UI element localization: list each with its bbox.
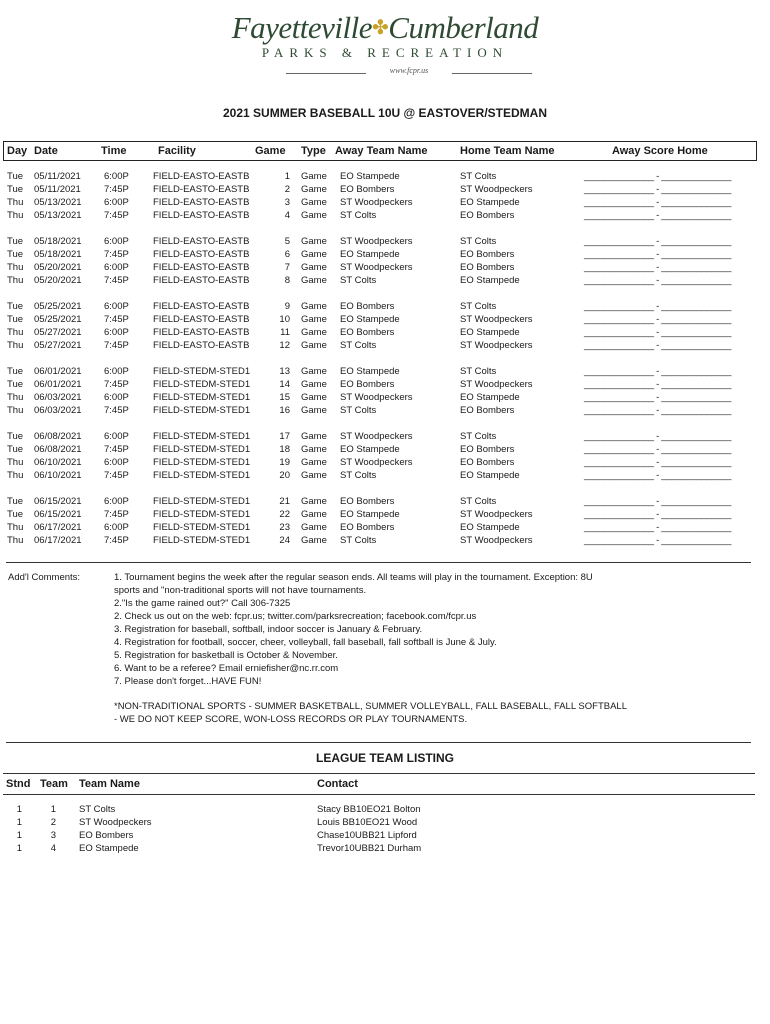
cell-type: Game: [301, 392, 327, 403]
cell-type: Game: [301, 535, 327, 546]
col-date: Date: [34, 145, 58, 157]
cell-type: Game: [301, 262, 327, 273]
cell-team-name: ST Woodpeckers: [79, 817, 152, 828]
cell-type: Game: [301, 340, 327, 351]
cell-facility: FIELD-STEDM-STED1: [153, 470, 251, 481]
cell-day: Tue: [7, 431, 24, 442]
cell-team: 1: [50, 804, 56, 815]
cell-facility: FIELD-EASTO-EASTB: [153, 171, 250, 182]
cell-type: Game: [301, 496, 327, 507]
cell-facility: FIELD-EASTO-EASTB: [153, 340, 250, 351]
col-day: Day: [7, 145, 28, 157]
cell-team-name: EO Stampede: [79, 843, 139, 854]
cell-day: Tue: [7, 301, 24, 312]
score-entry-blank: ______________ - ______________: [584, 405, 732, 416]
cell-facility: FIELD-STEDM-STED1: [153, 392, 251, 403]
cell-type: Game: [301, 405, 327, 416]
col-team: Team: [40, 778, 68, 790]
cell-contact: Chase10UBB21 Lipford: [317, 830, 417, 841]
cell-home-team: EO Bombers: [460, 249, 515, 260]
cell-away-team: EO Stampede: [340, 249, 400, 260]
table-row: [0, 301, 770, 314]
col-score: Away Score Home: [612, 145, 708, 157]
cell-type: Game: [301, 275, 327, 286]
col-game: Game: [255, 145, 286, 157]
cell-date: 06/08/2021: [34, 444, 82, 455]
cell-date: 05/20/2021: [34, 262, 82, 273]
cell-day: Thu: [7, 522, 24, 533]
cell-home-team: ST Colts: [460, 236, 497, 247]
cell-facility: FIELD-EASTO-EASTB: [153, 236, 250, 247]
cell-home-team: ST Woodpeckers: [460, 509, 533, 520]
divider: [3, 773, 755, 774]
divider: [6, 742, 751, 743]
cell-home-team: EO Stampede: [460, 275, 520, 286]
table-row: [0, 275, 770, 288]
score-entry-blank: ______________ - ______________: [584, 470, 732, 481]
cell-home-team: EO Bombers: [460, 405, 515, 416]
cell-time: 6:00P: [104, 236, 129, 247]
logo-divider-left: [286, 73, 366, 74]
cell-home-team: ST Woodpeckers: [460, 184, 533, 195]
cell-day: Thu: [7, 262, 24, 273]
comment-line: sports and "non-traditional sports will not have tournaments.: [114, 585, 367, 596]
cell-home-team: ST Woodpeckers: [460, 379, 533, 390]
cell-away-team: EO Stampede: [340, 366, 400, 377]
comment-line: 3. Registration for baseball, softball, indoor soccer is January & February.: [114, 624, 423, 635]
table-row: [0, 817, 770, 830]
table-row: [0, 843, 770, 856]
cell-date: 05/18/2021: [34, 249, 82, 260]
cell-date: 05/27/2021: [34, 340, 82, 351]
table-row: [0, 327, 770, 340]
cell-game: 8: [284, 275, 290, 286]
cell-day: Tue: [7, 379, 24, 390]
cell-away-team: EO Bombers: [340, 379, 395, 390]
table-row: [0, 470, 770, 483]
cell-date: 06/15/2021: [34, 509, 82, 520]
logo-subtitle: PARKS & RECREATION: [261, 45, 509, 60]
cell-type: Game: [301, 327, 327, 338]
cell-time: 7:45P: [104, 314, 129, 325]
cell-home-team: EO Stampede: [460, 197, 520, 208]
score-entry-blank: ______________ - ______________: [584, 496, 732, 507]
cell-type: Game: [301, 171, 327, 182]
cell-game: 15: [279, 392, 290, 403]
cell-type: Game: [301, 509, 327, 520]
cell-date: 06/03/2021: [34, 405, 82, 416]
cell-time: 6:00P: [104, 262, 129, 273]
cell-time: 7:45P: [104, 210, 129, 221]
cell-time: 7:45P: [104, 535, 129, 546]
score-entry-blank: ______________ - ______________: [584, 236, 732, 247]
table-row: [0, 405, 770, 418]
comment-note: *NON-TRADITIONAL SPORTS - SUMMER BASKETBALL, SUMMER VOLLEYBALL, FALL BASEBALL, FALL SOFTBALL: [114, 701, 627, 712]
score-entry-blank: ______________ - ______________: [584, 327, 732, 338]
table-row: [0, 366, 770, 379]
league-title: LEAGUE TEAM LISTING: [316, 751, 454, 765]
cell-date: 06/17/2021: [34, 535, 82, 546]
cell-home-team: EO Stampede: [460, 470, 520, 481]
cell-home-team: ST Colts: [460, 366, 497, 377]
cell-game: 14: [279, 379, 290, 390]
cell-type: Game: [301, 457, 327, 468]
cell-contact: Louis BB10EO21 Wood: [317, 817, 418, 828]
score-entry-blank: ______________ - ______________: [584, 392, 732, 403]
comment-line: 5. Registration for basketball is October & November.: [114, 650, 338, 661]
cell-away-team: EO Bombers: [340, 522, 395, 533]
cell-away-team: EO Bombers: [340, 496, 395, 507]
cell-away-team: EO Stampede: [340, 509, 400, 520]
cell-stnd: 1: [16, 843, 22, 854]
table-row: [0, 522, 770, 535]
cell-home-team: ST Colts: [460, 496, 497, 507]
score-entry-blank: ______________ - ______________: [584, 210, 732, 221]
cell-time: 7:45P: [104, 470, 129, 481]
cell-day: Tue: [7, 444, 24, 455]
cell-away-team: ST Woodpeckers: [340, 431, 413, 442]
cell-day: Thu: [7, 535, 24, 546]
cell-type: Game: [301, 366, 327, 377]
cell-game: 1: [284, 171, 290, 182]
cell-home-team: ST Woodpeckers: [460, 340, 533, 351]
col-team-name: Team Name: [79, 778, 140, 790]
cell-time: 6:00P: [104, 301, 129, 312]
cell-time: 7:45P: [104, 184, 129, 195]
cell-game: 5: [284, 236, 290, 247]
table-row: [0, 535, 770, 548]
cell-home-team: ST Colts: [460, 171, 497, 182]
cell-away-team: ST Colts: [340, 340, 377, 351]
cell-day: Thu: [7, 392, 24, 403]
cell-stnd: 1: [16, 804, 22, 815]
score-entry-blank: ______________ - ______________: [584, 275, 732, 286]
score-entry-blank: ______________ - ______________: [584, 457, 732, 468]
cell-home-team: EO Stampede: [460, 327, 520, 338]
cell-away-team: ST Colts: [340, 535, 377, 546]
cell-time: 6:00P: [104, 392, 129, 403]
table-row: [0, 509, 770, 522]
cell-facility: FIELD-EASTO-EASTB: [153, 184, 250, 195]
cell-day: Tue: [7, 171, 24, 182]
cell-away-team: EO Stampede: [340, 314, 400, 325]
cell-away-team: ST Colts: [340, 405, 377, 416]
cell-day: Tue: [7, 184, 24, 195]
table-row: [0, 431, 770, 444]
cell-time: 7:45P: [104, 340, 129, 351]
comments-label: Add'l Comments:: [8, 572, 81, 583]
cell-facility: FIELD-STEDM-STED1: [153, 431, 251, 442]
cell-away-team: ST Colts: [340, 275, 377, 286]
cell-time: 6:00P: [104, 197, 129, 208]
score-entry-blank: ______________ - ______________: [584, 184, 732, 195]
score-entry-blank: ______________ - ______________: [584, 197, 732, 208]
cell-day: Thu: [7, 405, 24, 416]
cell-away-team: EO Bombers: [340, 327, 395, 338]
cell-facility: FIELD-EASTO-EASTB: [153, 197, 250, 208]
table-row: [0, 457, 770, 470]
cell-home-team: EO Bombers: [460, 262, 515, 273]
cell-time: 7:45P: [104, 509, 129, 520]
score-entry-blank: ______________ - ______________: [584, 431, 732, 442]
cell-home-team: ST Colts: [460, 301, 497, 312]
table-row: [0, 379, 770, 392]
cell-day: Thu: [7, 470, 24, 481]
cell-time: 6:00P: [104, 431, 129, 442]
comment-line: 4. Registration for football, soccer, cheer, volleyball, fall baseball, fall softball is June & July.: [114, 637, 497, 648]
cell-facility: FIELD-EASTO-EASTB: [153, 249, 250, 260]
cell-facility: FIELD-STEDM-STED1: [153, 496, 251, 507]
cell-team-name: EO Bombers: [79, 830, 134, 841]
table-row: [0, 830, 770, 843]
cell-home-team: EO Bombers: [460, 457, 515, 468]
cell-type: Game: [301, 470, 327, 481]
cell-date: 05/11/2021: [34, 171, 81, 182]
cell-date: 06/01/2021: [34, 366, 82, 377]
table-row: [0, 804, 770, 817]
cell-type: Game: [301, 522, 327, 533]
cell-day: Tue: [7, 314, 24, 325]
cell-time: 6:00P: [104, 496, 129, 507]
cell-team: 2: [50, 817, 56, 828]
page-title: 2021 SUMMER BASEBALL 10U @ EASTOVER/STEDMAN: [223, 106, 547, 120]
score-entry-blank: ______________ - ______________: [584, 171, 732, 182]
cell-facility: FIELD-STEDM-STED1: [153, 535, 251, 546]
cell-day: Tue: [7, 249, 24, 260]
cell-date: 05/25/2021: [34, 301, 82, 312]
cell-game: 19: [279, 457, 290, 468]
cell-type: Game: [301, 444, 327, 455]
score-entry-blank: ______________ - ______________: [584, 249, 732, 260]
cell-date: 05/13/2021: [34, 210, 82, 221]
divider: [6, 562, 751, 563]
cell-facility: FIELD-EASTO-EASTB: [153, 210, 250, 221]
cell-time: 6:00P: [104, 457, 129, 468]
cell-home-team: EO Stampede: [460, 522, 520, 533]
cell-type: Game: [301, 431, 327, 442]
cell-game: 17: [279, 431, 290, 442]
comment-line: 2. Check us out on the web: fcpr.us; twitter.com/parksrecreation; facebook.com/fcpr.us: [114, 611, 477, 622]
cell-contact: Trevor10UBB21 Durham: [317, 843, 422, 854]
cell-facility: FIELD-STEDM-STED1: [153, 379, 251, 390]
logo-title-left: Fayetteville: [231, 10, 373, 45]
cell-facility: FIELD-EASTO-EASTB: [153, 314, 250, 325]
cell-game: 7: [284, 262, 290, 273]
cell-time: 7:45P: [104, 249, 129, 260]
cell-game: 18: [279, 444, 290, 455]
score-entry-blank: ______________ - ______________: [584, 535, 732, 546]
cell-type: Game: [301, 314, 327, 325]
cell-team: 3: [50, 830, 56, 841]
cell-away-team: ST Woodpeckers: [340, 262, 413, 273]
cell-date: 05/18/2021: [34, 236, 82, 247]
cell-type: Game: [301, 184, 327, 195]
cell-away-team: EO Stampede: [340, 171, 400, 182]
cell-home-team: EO Stampede: [460, 392, 520, 403]
cell-facility: FIELD-STEDM-STED1: [153, 457, 251, 468]
table-row: [0, 249, 770, 262]
table-row: [0, 236, 770, 249]
comment-note: - WE DO NOT KEEP SCORE, WON-LOSS RECORDS OR PLAY TOURNAMENTS.: [114, 714, 468, 725]
cell-home-team: ST Woodpeckers: [460, 314, 533, 325]
comment-line: 1. Tournament begins the week after the regular season ends. All teams will play in the tournament. Exception: 8U: [114, 572, 593, 583]
cell-time: 7:45P: [104, 275, 129, 286]
cell-away-team: ST Woodpeckers: [340, 457, 413, 468]
score-entry-blank: ______________ - ______________: [584, 444, 732, 455]
table-row: [0, 314, 770, 327]
cell-game: 4: [284, 210, 290, 221]
cell-time: 6:00P: [104, 171, 129, 182]
cell-date: 05/20/2021: [34, 275, 82, 286]
table-row: [0, 197, 770, 210]
cell-day: Thu: [7, 210, 24, 221]
cell-day: Thu: [7, 340, 24, 351]
cell-team-name: ST Colts: [79, 804, 116, 815]
cell-time: 7:45P: [104, 405, 129, 416]
cell-game: 21: [279, 496, 290, 507]
score-entry-blank: ______________ - ______________: [584, 379, 732, 390]
cell-type: Game: [301, 379, 327, 390]
cell-away-team: ST Colts: [340, 210, 377, 221]
cell-game: 12: [279, 340, 290, 351]
cell-type: Game: [301, 301, 327, 312]
cell-type: Game: [301, 249, 327, 260]
cell-day: Thu: [7, 327, 24, 338]
cell-type: Game: [301, 210, 327, 221]
cell-day: Tue: [7, 236, 24, 247]
cell-away-team: EO Bombers: [340, 184, 395, 195]
col-time: Time: [101, 145, 127, 157]
cell-date: 06/10/2021: [34, 470, 82, 481]
cell-stnd: 1: [16, 830, 22, 841]
cell-date: 05/13/2021: [34, 197, 82, 208]
cell-date: 06/10/2021: [34, 457, 82, 468]
logo-title-right: Cumberland: [388, 10, 539, 45]
cell-stnd: 1: [16, 817, 22, 828]
comment-line: 7. Please don't forget...HAVE FUN!: [114, 676, 262, 687]
cell-game: 10: [279, 314, 290, 325]
cell-date: 05/27/2021: [34, 327, 82, 338]
table-row: [0, 496, 770, 509]
table-row: [0, 340, 770, 353]
cell-date: 06/15/2021: [34, 496, 82, 507]
cell-game: 23: [279, 522, 290, 533]
cell-home-team: ST Woodpeckers: [460, 535, 533, 546]
cell-date: 06/01/2021: [34, 379, 82, 390]
score-entry-blank: ______________ - ______________: [584, 314, 732, 325]
cell-home-team: EO Bombers: [460, 210, 515, 221]
cell-game: 16: [279, 405, 290, 416]
cell-time: 6:00P: [104, 522, 129, 533]
cell-game: 2: [284, 184, 290, 195]
cell-type: Game: [301, 197, 327, 208]
cell-date: 06/03/2021: [34, 392, 82, 403]
cell-game: 11: [280, 327, 290, 338]
score-entry-blank: ______________ - ______________: [584, 262, 732, 273]
divider: [3, 794, 755, 795]
cell-home-team: EO Bombers: [460, 444, 515, 455]
cell-contact: Stacy BB10EO21 Bolton: [317, 804, 421, 815]
logo-divider-right: [452, 73, 532, 74]
cell-facility: FIELD-STEDM-STED1: [153, 366, 251, 377]
cell-facility: FIELD-STEDM-STED1: [153, 509, 251, 520]
logo-url: www.fcpr.us: [389, 66, 429, 75]
cell-facility: FIELD-STEDM-STED1: [153, 405, 251, 416]
cell-time: 6:00P: [104, 327, 129, 338]
cell-away-team: EO Bombers: [340, 301, 395, 312]
table-row: [0, 210, 770, 223]
score-entry-blank: ______________ - ______________: [584, 522, 732, 533]
score-entry-blank: ______________ - ______________: [584, 301, 732, 312]
cell-facility: FIELD-EASTO-EASTB: [153, 275, 250, 286]
cell-game: 13: [279, 366, 290, 377]
cell-day: Tue: [7, 366, 24, 377]
table-row: [0, 184, 770, 197]
score-entry-blank: ______________ - ______________: [584, 340, 732, 351]
cell-day: Thu: [7, 275, 24, 286]
cell-facility: FIELD-STEDM-STED1: [153, 522, 251, 533]
cell-away-team: ST Colts: [340, 470, 377, 481]
cell-away-team: ST Woodpeckers: [340, 392, 413, 403]
table-row: [0, 392, 770, 405]
table-row: [0, 262, 770, 275]
table-row: [0, 444, 770, 457]
cell-facility: FIELD-EASTO-EASTB: [153, 301, 250, 312]
cell-home-team: ST Colts: [460, 431, 497, 442]
col-home-team: Home Team Name: [460, 145, 555, 157]
logo-emblem-icon: ✤: [372, 17, 389, 39]
cell-day: Tue: [7, 496, 24, 507]
comment-line: 6. Want to be a referee? Email erniefisher@nc.rr.com: [114, 663, 339, 674]
cell-day: Tue: [7, 509, 24, 520]
cell-game: 22: [279, 509, 290, 520]
cell-away-team: EO Stampede: [340, 444, 400, 455]
col-away-team: Away Team Name: [335, 145, 428, 157]
cell-time: 7:45P: [104, 379, 129, 390]
score-entry-blank: ______________ - ______________: [584, 509, 732, 520]
col-facility: Facility: [158, 145, 196, 157]
cell-time: 6:00P: [104, 366, 129, 377]
cell-time: 7:45P: [104, 444, 129, 455]
cell-away-team: ST Woodpeckers: [340, 197, 413, 208]
cell-game: 20: [279, 470, 290, 481]
cell-game: 9: [284, 301, 290, 312]
cell-date: 05/11/2021: [34, 184, 81, 195]
score-entry-blank: ______________ - ______________: [584, 366, 732, 377]
cell-game: 6: [284, 249, 290, 260]
comment-line: 2."Is the game rained out?" Call 306-7325: [114, 598, 291, 609]
cell-facility: FIELD-STEDM-STED1: [153, 444, 251, 455]
cell-day: Thu: [7, 457, 24, 468]
cell-date: 06/17/2021: [34, 522, 82, 533]
logo-title: [0, 10, 770, 46]
cell-game: 24: [279, 535, 290, 546]
col-stnd: Stnd: [6, 778, 31, 790]
cell-day: Thu: [7, 197, 24, 208]
cell-facility: FIELD-EASTO-EASTB: [153, 327, 250, 338]
cell-type: Game: [301, 236, 327, 247]
cell-date: 06/08/2021: [34, 431, 82, 442]
col-type: Type: [301, 145, 326, 157]
cell-away-team: ST Woodpeckers: [340, 236, 413, 247]
table-row: [0, 171, 770, 184]
cell-date: 05/25/2021: [34, 314, 82, 325]
cell-team: 4: [50, 843, 56, 854]
cell-facility: FIELD-EASTO-EASTB: [153, 262, 250, 273]
cell-game: 3: [284, 197, 290, 208]
col-contact: Contact: [317, 778, 358, 790]
